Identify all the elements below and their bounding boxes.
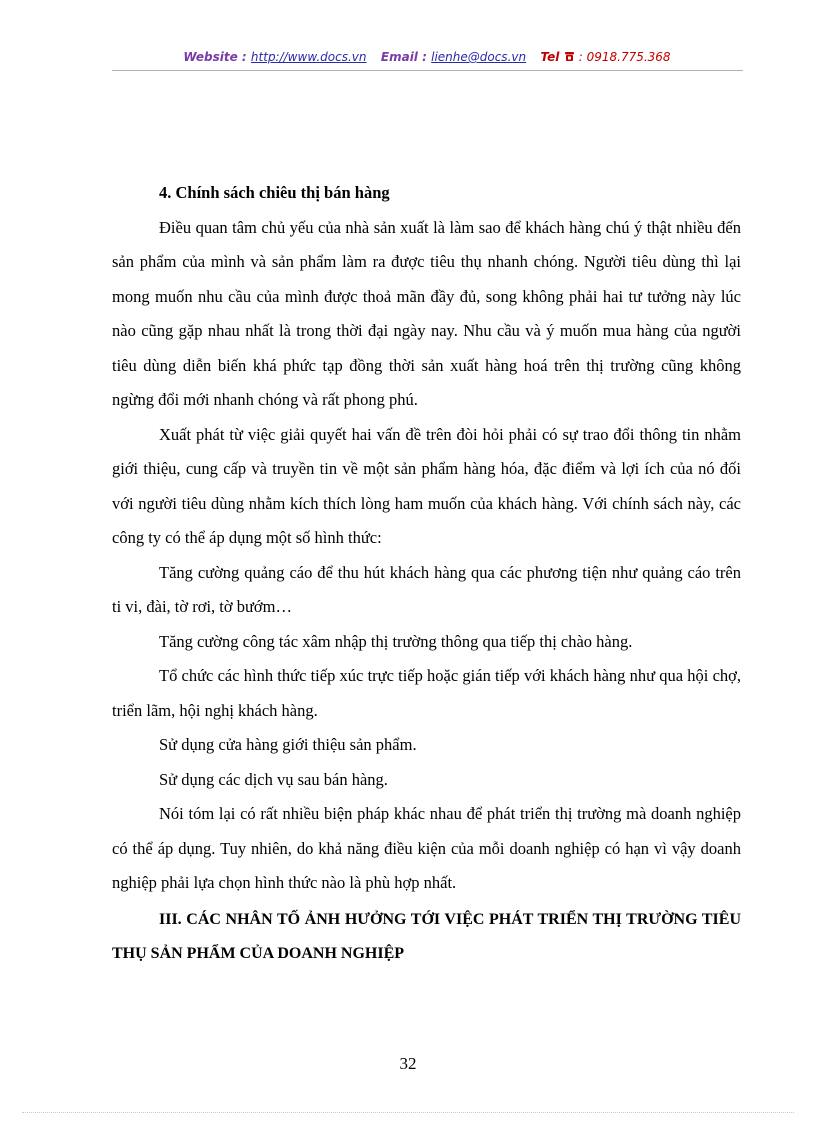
paragraph: Điều quan tâm chủ yếu của nhà sản xuất là làm sao để khách hàng chú ý thật nhiều đến sản phẩm của mình và sản phẩm làm ra được tiêu thụ nhanh chóng. Người tiêu dùng thì lại mong muốn nhu cầu của mình được thoả mãn đầy đủ, song không phải hai tư tưởng này lúc nào cũng gặp nhau nhất là trong thời đại ngày nay. Nhu cầu và ý muốn mua hàng của người tiêu dùng diễn biến khá phức tạp đồng thời sản xuất hàng hoá trên thị trường cũng không ngừng đổi mới nhanh chóng và rất phong phú. (112, 217, 741, 409)
document-body (112, 176, 741, 972)
paragraph: Tăng cường công tác xâm nhập thị trường thông qua tiếp thị chào hàng. (159, 631, 633, 651)
paragraph: Tổ chức các hình thức tiếp xúc trực tiếp hoặc gián tiếp với khách hàng như qua hội chợ, triển lãm, hội nghị khách hàng. (112, 666, 741, 720)
phone-icon (564, 50, 579, 64)
email-link[interactable]: lienhe@docs.vn (431, 50, 527, 64)
paragraph: Sử dụng cửa hàng giới thiệu sản phẩm. (159, 735, 417, 754)
header-divider (112, 70, 743, 71)
section-heading-4: 4. Chính sách chiêu thị bán hàng (159, 183, 390, 202)
paragraph: Nói tóm lại có rất nhiều biện pháp khác nhau để phát triển thị trường mà doanh nghiệp có thể áp dụng. Tuy nhiên, do khả năng điều kiện của mỗi doanh nghiệp có hạn vì vậy doanh nghiệp phải lựa chọn hình thức nào là phù hợp nhất. (112, 804, 741, 892)
tel-label: Tel (540, 50, 560, 64)
paragraph: Xuất phát từ việc giải quyết hai vấn đề trên đòi hỏi phải có sự trao đổi thông tin nhằm giới thiệu, cung cấp và truyền tin về một sản phẩm hàng hóa, đặc điểm và lợi ích của nó đối với người tiêu dùng nhằm kích thích lòng ham muốn của khách hàng. Với chính sách này, các công ty có thể áp dụng một số hình thức: (112, 424, 741, 547)
paragraph: Tăng cường quảng cáo để thu hút khách hàng qua các phương tiện như quảng cáo trên ti vi, đài, tờ rơi, tờ bướm… (112, 562, 741, 616)
website-link[interactable]: http://www.docs.vn (250, 50, 367, 64)
page-header (112, 50, 742, 64)
paragraph: Sử dụng các dịch vụ sau bán hàng. (159, 769, 388, 789)
website-label: Website : (183, 50, 247, 64)
email-separator: : (422, 50, 427, 64)
page-bottom-border (22, 1112, 794, 1113)
section-heading-iii: III. CÁC NHÂN TỐ ẢNH HƯỞNG TỚI VIỆC PHÁT TRIỂN THỊ TRƯỜNG TIÊU THỤ SẢN PHẨM CỦA DOANH NGHIỆP (112, 910, 741, 962)
page-number: 32 (399, 1054, 417, 1073)
email-label: Email (380, 50, 418, 64)
tel-number: : 0918.775.368 (578, 50, 671, 64)
